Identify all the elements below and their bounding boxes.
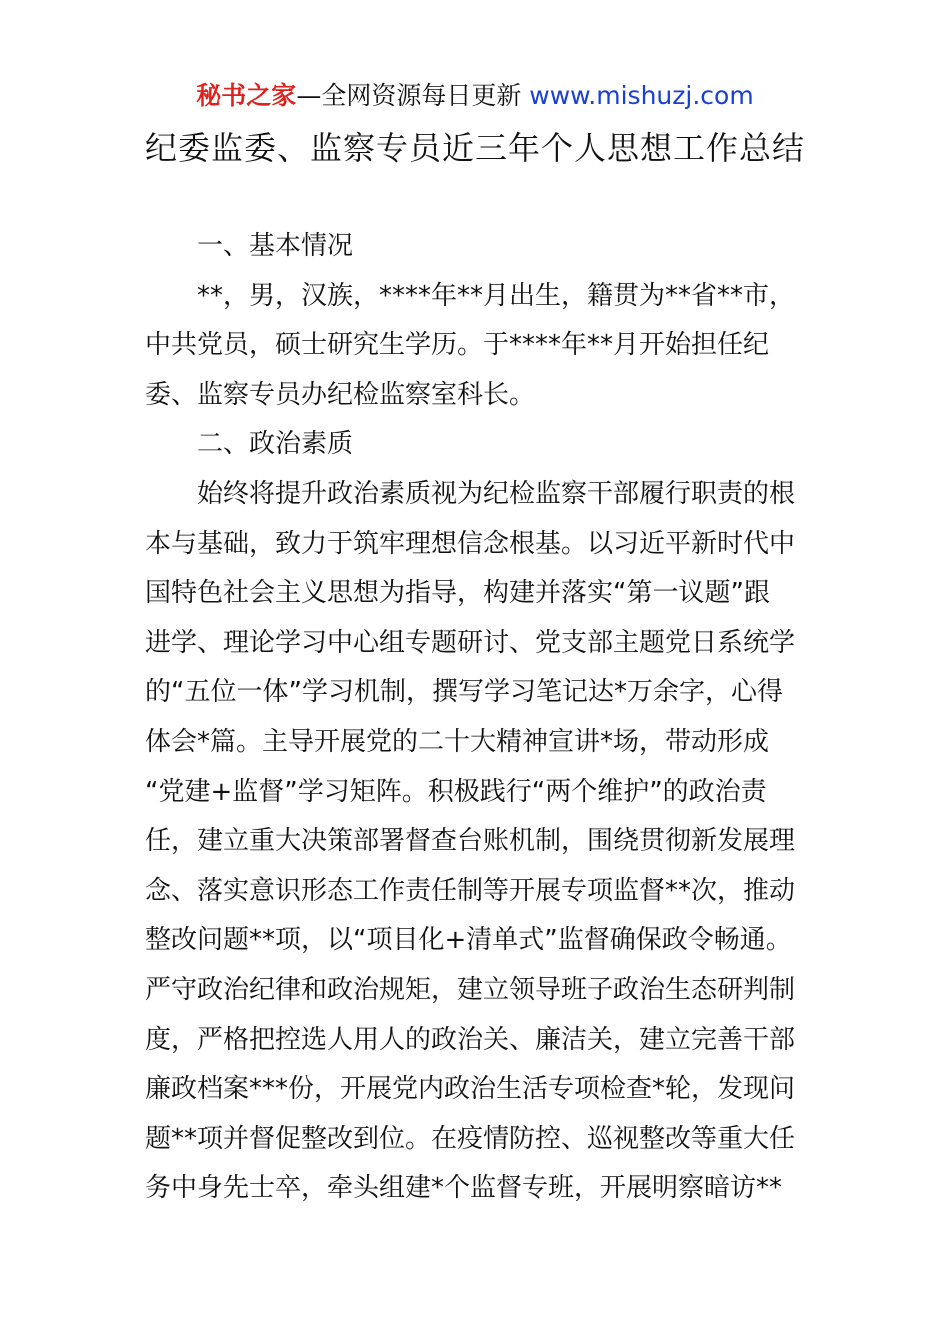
body-line: “党建+监督”学习矩阵。积极践行“两个维护”的政治责 (145, 776, 767, 807)
body-line: 严守政治纪律和政治规矩，建立领导班子政治生态研判制 (145, 974, 796, 1005)
body-line: 廉政档案***份，开展党内政治生活专项检查*轮，发现问 (145, 1074, 796, 1105)
brand-name: 秘书之家 (196, 81, 297, 110)
body-line: 务中身先士卒，牵头组建*个监督专班，开展明察暗访** (145, 1173, 783, 1204)
body-line: 整改问题**项，以“项目化+清单式”监督确保政令畅通。 (145, 925, 792, 956)
document-title: 纪委监委、监察专员近三年个人思想工作总结 (144, 129, 805, 167)
site-header (0, 80, 950, 112)
body-line: 进学、理论学习中心组专题研讨、党支部主题党日系统学 (145, 627, 796, 658)
document-body (145, 222, 810, 1214)
body-line: 题**项并督促整改到位。在疫情防控、巡视整改等重大任 (145, 1123, 796, 1154)
body-line: 国特色社会主义思想为指导，构建并落实“第一议题”跟 (145, 578, 770, 609)
body-line: 委、监察专员办纪检监察室科长。 (145, 379, 536, 410)
section-heading-basic: 一、基本情况 (197, 231, 354, 261)
body-line: 度，严格把控选人用人的政治关、廉洁关，建立完善干部 (145, 1024, 796, 1055)
header-tagline: —全网资源每日更新 (296, 81, 530, 110)
body-line: 中共党员，硕士研究生学历。于****年**月开始担任纪 (145, 330, 770, 361)
body-line: 始终将提升政治素质视为纪检监察干部履行职责的根 (197, 478, 796, 509)
section-heading-political: 二、政治素质 (197, 429, 354, 460)
body-line: 念、落实意识形态工作责任制等开展专项监督**次，推动 (145, 875, 796, 906)
body-line: 本与基础，致力于筑牢理想信念根基。以习近平新时代中 (145, 528, 796, 559)
body-line: 体会*篇。主导开展党的二十大精神宣讲*场，带动形成 (145, 726, 770, 757)
body-line: 的“五位一体”学习机制，撰写学习笔记达*万余字，心得 (145, 677, 783, 708)
body-line: 任，建立重大决策部署督查台账机制，围绕贯彻新发展理 (145, 826, 796, 857)
site-url: www.mishuzj.com (529, 81, 754, 110)
body-line: **，男，汉族，****年**月出生，籍贯为**省**市， (197, 280, 796, 311)
